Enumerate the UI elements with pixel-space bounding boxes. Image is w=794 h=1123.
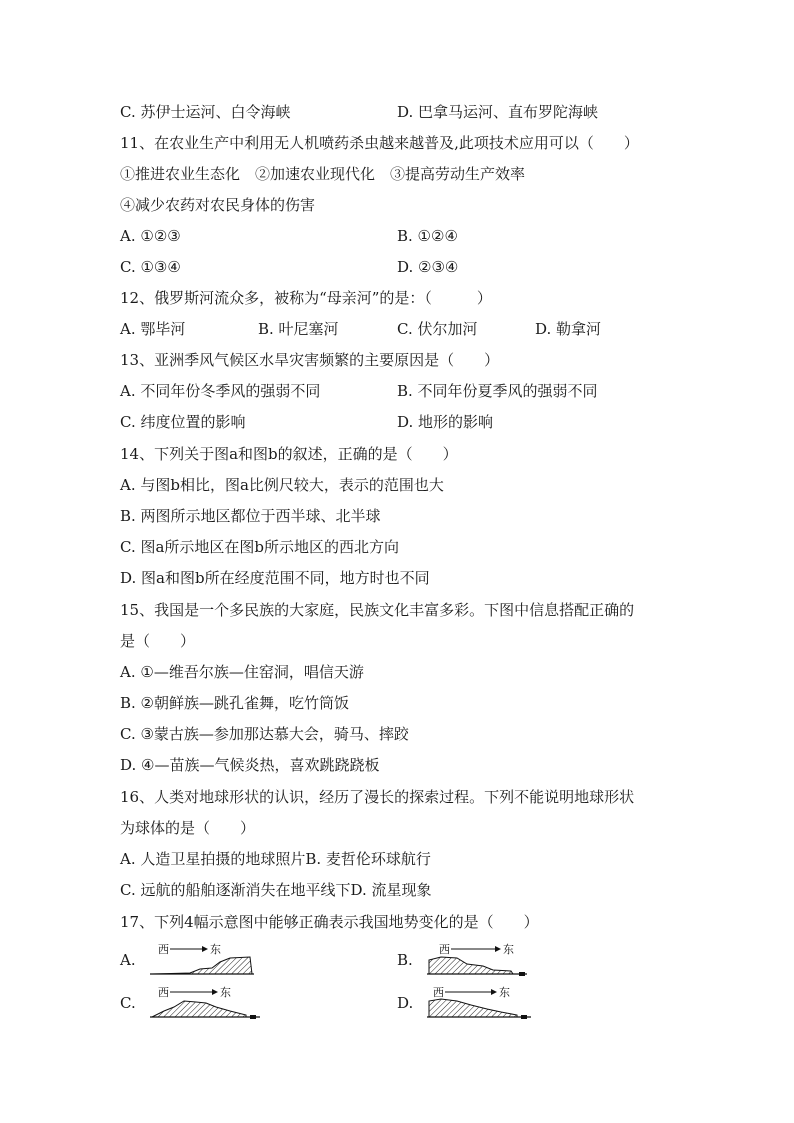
q14-stem: 14、下列关于图a和图b的叙述，正确的是（ ） xyxy=(120,445,458,463)
east-label: 东 xyxy=(220,986,231,999)
arrow-head-icon xyxy=(495,946,501,952)
q11-stem: 11、在农业生产中利用无人机喷药杀虫越来越普及,此项技术应用可以（ ） xyxy=(120,134,639,152)
q17-fig-a-label: A. xyxy=(120,951,136,969)
q14-option-c[interactable]: C. 图a所示地区在图b所示地区的西北方向 xyxy=(120,538,400,556)
q17-fig-b-label: B. xyxy=(397,951,413,969)
q16-stem-line1: 16、人类对地球形状的认识，经历了漫长的探索过程。下列不能说明地球形状 xyxy=(120,788,635,806)
terrain-profile-d xyxy=(427,985,547,1021)
west-label: 西 xyxy=(158,943,169,956)
east-label: 东 xyxy=(499,986,510,999)
q14-option-b[interactable]: B. 两图所示地区都位于西半球、北半球 xyxy=(120,507,381,525)
arrow-head-icon xyxy=(212,989,218,995)
west-label: 西 xyxy=(439,943,450,956)
terrain-profile-b xyxy=(427,942,547,978)
q14-option-a[interactable]: A. 与图b相比，图a比例尺较大，表示的范围也大 xyxy=(120,476,444,494)
q10-option-c[interactable]: C. 苏伊士运河、白令海峡 xyxy=(120,103,291,121)
q11-option-a[interactable]: A. ①②③ xyxy=(120,227,181,245)
arrow-head-icon xyxy=(491,989,497,995)
q13-options-ab xyxy=(0,381,794,401)
q17-stem: 17、下列4幅示意图中能够正确表示我国地势变化的是（ ） xyxy=(120,913,539,931)
q12-options xyxy=(0,319,794,339)
q17-figure-c[interactable] xyxy=(120,985,370,1021)
west-label: 西 xyxy=(158,986,169,999)
q13-option-c[interactable]: C. 纬度位置的影响 xyxy=(120,413,246,431)
q11-option-c[interactable]: C. ①③④ xyxy=(120,258,181,276)
terrain-profile-c xyxy=(150,985,270,1021)
q12-stem: 12、俄罗斯河流众多，被称为“母亲河”的是：（ ） xyxy=(120,289,492,307)
q11-items-line1: ①推进农业生态化 ②加速农业现代化 ③提高劳动生产效率 xyxy=(120,165,526,183)
q15-option-c[interactable]: C. ③蒙古族—参加那达慕大会，骑马、摔跤 xyxy=(120,725,409,743)
q13-option-d[interactable]: D. 地形的影响 xyxy=(397,413,494,431)
q10-option-d[interactable]: D. 巴拿马运河、直布罗陀海峡 xyxy=(397,103,599,121)
q15-option-b[interactable]: B. ②朝鲜族—跳孔雀舞，吃竹筒饭 xyxy=(120,694,350,712)
terrain-profile-a xyxy=(150,942,270,978)
q15-option-a[interactable]: A. ①—维吾尔族—住窑洞，唱信天游 xyxy=(120,663,364,681)
q13-option-b[interactable]: B. 不同年份夏季风的强弱不同 xyxy=(397,382,598,400)
q15-option-d[interactable]: D. ④—苗族—气候炎热，喜欢跳跷跷板 xyxy=(120,756,380,774)
q16-options-line2[interactable]: C. 远航的船舶逐渐消失在地平线下D. 流星现象 xyxy=(120,881,432,899)
q16-options-line1[interactable]: A. 人造卫星拍摄的地球照片B. 麦哲伦环球航行 xyxy=(120,850,431,868)
q15-stem-line1: 15、我国是一个多民族的大家庭，民族文化丰富多彩。下图中信息搭配正确的 xyxy=(120,601,635,619)
q13-stem: 13、亚洲季风气候区水旱灾害频繁的主要原因是（ ） xyxy=(120,351,500,369)
q17-figure-b[interactable] xyxy=(397,942,647,978)
q17-fig-d-label: D. xyxy=(397,994,414,1012)
arrow-head-icon xyxy=(202,946,208,952)
q17-figure-d[interactable] xyxy=(397,985,647,1021)
east-label: 东 xyxy=(210,943,221,956)
q12-option-a[interactable]: A. 鄂毕河 xyxy=(120,320,186,338)
q11-options-cd xyxy=(0,257,794,277)
q17-figure-a[interactable] xyxy=(120,942,370,978)
q13-options-cd xyxy=(0,412,794,432)
q12-option-c[interactable]: C. 伏尔加河 xyxy=(397,320,478,338)
q11-option-d[interactable]: D. ②③④ xyxy=(397,258,459,276)
q12-option-b[interactable]: B. 叶尼塞河 xyxy=(258,320,339,338)
q11-items-line2: ④减少农药对农民身体的伤害 xyxy=(120,196,316,214)
q15-stem-line2: 是（ ） xyxy=(120,632,196,650)
q12-option-d[interactable]: D. 勒拿河 xyxy=(535,320,602,338)
q17-fig-c-label: C. xyxy=(120,994,136,1012)
q13-option-a[interactable]: A. 不同年份冬季风的强弱不同 xyxy=(120,382,321,400)
q14-option-d[interactable]: D. 图a和图b所在经度范围不同，地方时也不同 xyxy=(120,569,430,587)
q10-options-cd xyxy=(0,102,794,122)
west-label: 西 xyxy=(433,986,444,999)
q16-stem-line2: 为球体的是（ ） xyxy=(120,819,256,837)
q11-options-ab xyxy=(0,226,794,246)
east-label: 东 xyxy=(503,943,514,956)
q11-option-b[interactable]: B. ①②④ xyxy=(397,227,458,245)
